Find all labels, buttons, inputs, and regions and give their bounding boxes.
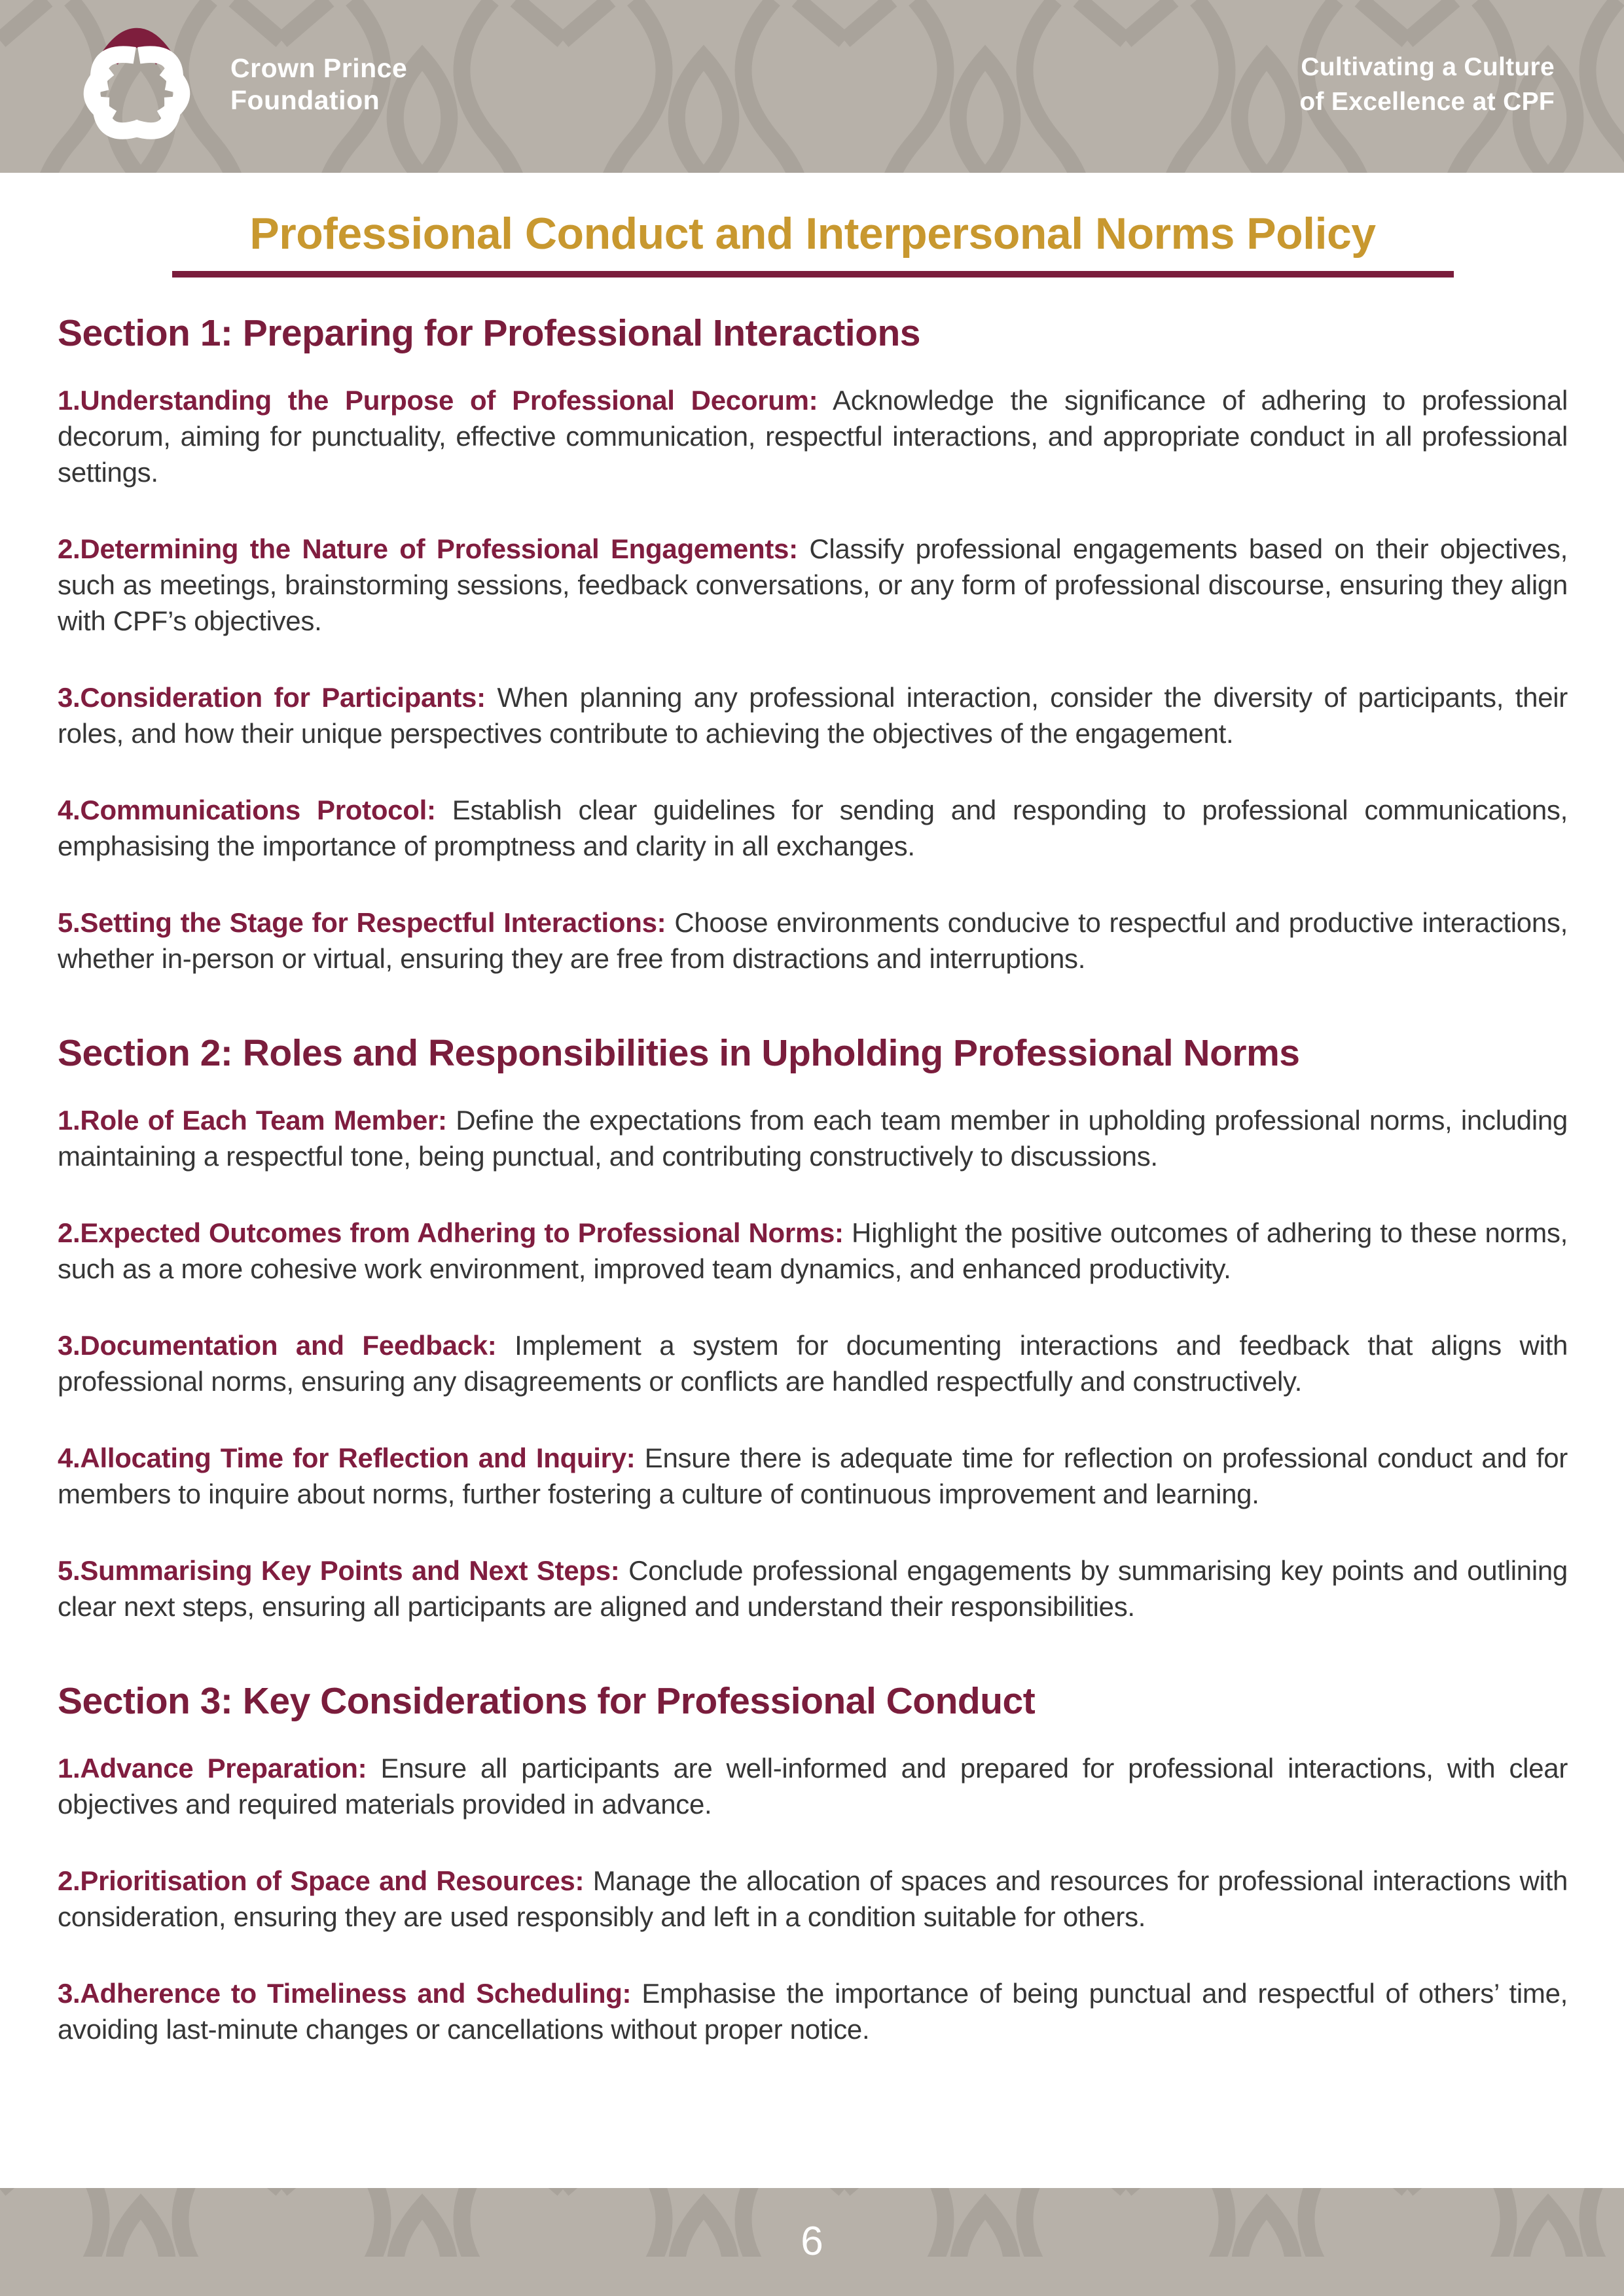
policy-item — [58, 1863, 1568, 1935]
page-footer — [0, 2188, 1624, 2296]
policy-item — [58, 1552, 1568, 1624]
policy-item — [58, 1215, 1568, 1287]
policy-item-label: 3.Documentation and Feedback: — [58, 1330, 497, 1361]
policy-item — [58, 792, 1568, 864]
policy-item-label: 5.Summarising Key Points and Next Steps: — [58, 1555, 620, 1587]
section-3-heading: Section 3: Key Considerations for Professional Conduct — [58, 1680, 1036, 1723]
crown-prince-foundation-logo-icon — [43, 12, 230, 164]
tagline-line2: of Excellence at CPF — [1299, 88, 1555, 116]
brand-line2: Foundation — [230, 85, 380, 115]
policy-item-label: 1.Role of Each Team Member: — [58, 1105, 447, 1136]
policy-item-text: Manage the allocation of spaces and resources for professional interactions with consideration, ensuring they are used responsibly and left in a condition suitable for others. — [58, 1865, 1568, 1933]
title-underline — [172, 271, 1454, 278]
policy-item-text: Ensure there is adequate time for reflection on professional conduct and for members to inquire about norms, further fostering a culture of continuous improvement and learning. — [58, 1443, 1568, 1510]
policy-item-text: Ensure all participants are well-informed and prepared for professional interactions, with clear objectives and required materials provided in advance. — [58, 1753, 1568, 1820]
policy-item — [58, 905, 1568, 977]
policy-item-label: 1.Understanding the Purpose of Professional Decorum: — [58, 385, 818, 416]
section-2-heading: Section 2: Roles and Responsibilities in Upholding Professional Norms — [58, 1032, 1300, 1075]
document-body — [58, 173, 1568, 2088]
policy-item-label: 2.Prioritisation of Space and Resources: — [58, 1865, 585, 1897]
policy-item-text: Acknowledge the significance of adhering to professional decorum, aiming for punctuality, effective communication, respectful interactions, and appropriate conduct in all professional settings. — [58, 385, 1568, 488]
section-1-heading: Section 1: Preparing for Professional Interactions — [58, 312, 920, 354]
policy-item — [58, 1975, 1568, 2047]
policy-item — [58, 1440, 1568, 1512]
policy-item — [58, 531, 1568, 639]
policy-item — [58, 1327, 1568, 1399]
policy-item-label: 1.Advance Preparation: — [58, 1753, 367, 1784]
policy-item-text: Establish clear guidelines for sending and responding to professional communications, emphasising the importance of promptness and clarity in all exchanges. — [58, 795, 1568, 862]
policy-item — [58, 1102, 1568, 1174]
policy-item — [58, 679, 1568, 751]
policy-item-text: Define the expectations from each team member in upholding professional norms, including maintaining a respectful tone, being punctual, and contributing constructively to discussions. — [58, 1105, 1568, 1172]
policy-item-text: Classify professional engagements based on their objectives, such as meetings, brainstorming sessions, feedback conversations, or any form of professional discourse, ensuring they align with CPF’s objectives. — [58, 533, 1568, 637]
policy-item-text: Conclude professional engagements by summarising key points and outlining clear next steps, ensuring all participants are aligned and understand their responsibilities. — [58, 1555, 1568, 1623]
policy-item-text: Highlight the positive outcomes of adhering to these norms, such as a more cohesive work environment, improved team dynamics, and enhanced productivity. — [58, 1217, 1568, 1285]
page-number: 6 — [801, 2219, 823, 2264]
page-title: Professional Conduct and Interpersonal Norms Policy — [249, 209, 1376, 259]
policy-item-label: 2.Expected Outcomes from Adhering to Professional Norms: — [58, 1217, 844, 1249]
policy-item-text: Choose environments conducive to respectful and productive interactions, whether in-person or virtual, ensuring they are free from distractions and interruptions. — [58, 907, 1568, 975]
policy-item-text: Emphasise the importance of being punctual and respectful of others’ time, avoiding last-minute changes or cancellations without proper notice. — [58, 1978, 1568, 2045]
brand-line1: Crown Prince — [230, 53, 408, 83]
page-header — [0, 0, 1624, 173]
policy-item-label: 4.Communications Protocol: — [58, 795, 436, 826]
policy-item-label: 2.Determining the Nature of Professional Engagements: — [58, 533, 798, 565]
policy-item — [58, 1750, 1568, 1822]
policy-item-text: When planning any professional interaction, consider the diversity of participants, their roles, and how their unique perspectives contribute to achieving the objectives of the engagement. — [58, 682, 1568, 749]
header-tagline — [1299, 50, 1555, 119]
policy-item-label: 4.Allocating Time for Reflection and Inquiry: — [58, 1443, 636, 1474]
policy-item-label: 5.Setting the Stage for Respectful Interactions: — [58, 907, 666, 939]
policy-item-label: 3.Consideration for Participants: — [58, 682, 486, 713]
tagline-line1: Cultivating a Culture — [1301, 53, 1555, 81]
brand-name — [230, 52, 407, 117]
policy-item — [58, 382, 1568, 490]
policy-item-label: 3.Adherence to Timeliness and Scheduling: — [58, 1978, 632, 2009]
policy-item-text: Implement a system for documenting interactions and feedback that aligns with professional norms, ensuring any disagreements or conflicts are handled respectfully and constructively. — [58, 1330, 1568, 1397]
